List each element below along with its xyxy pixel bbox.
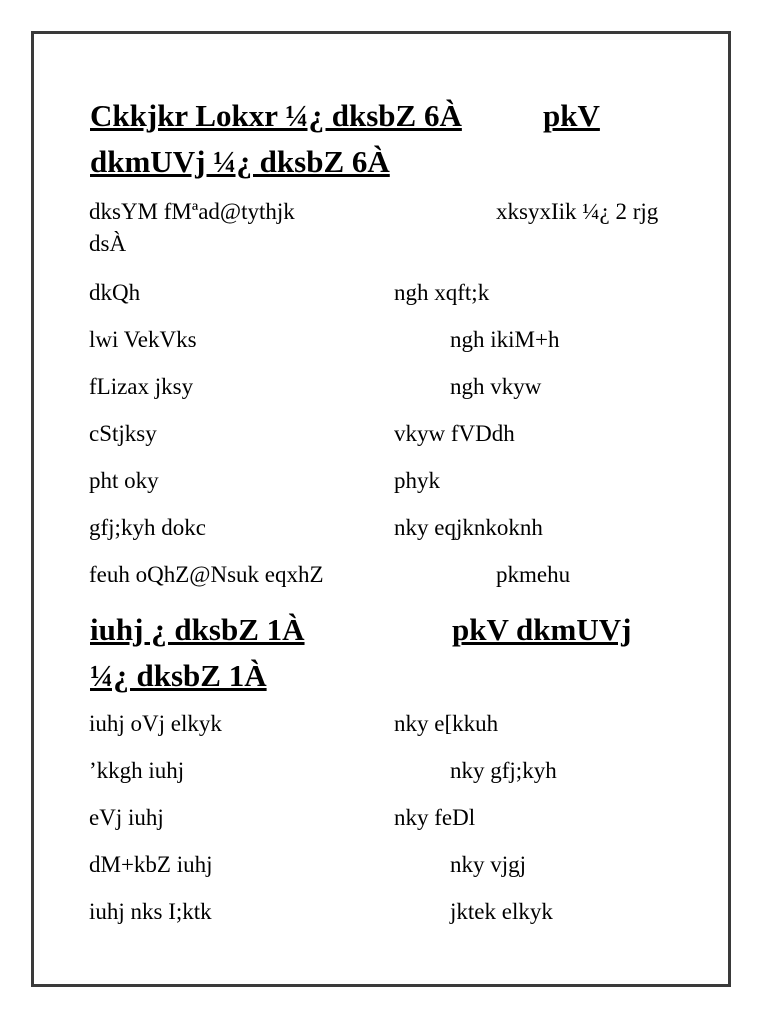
menu-item: iuhj nks I;ktk	[89, 899, 212, 924]
menu-item: nky vjgj	[450, 852, 527, 877]
menu-item: xksyxIik ¼¿ 2 rjg	[496, 199, 659, 224]
page-content	[34, 34, 728, 984]
section1-heading-left: Ckkjkr Lokxr ¼¿ dksbZ 6À	[90, 98, 462, 133]
menu-item: ’kkgh iuhj	[89, 758, 185, 783]
menu-item: ngh xqft;k	[394, 280, 490, 305]
menu-item: nky eqjknkoknh	[394, 515, 543, 540]
section2-heading-line2: ¼¿ dksbZ 1À	[90, 658, 267, 693]
menu-item: fLizax jksy	[89, 374, 194, 399]
menu-item: ngh ikiM+h	[450, 327, 560, 352]
menu-item: feuh oQhZ@Nsuk eqxhZ	[89, 562, 324, 587]
section1-heading-line2: dkmUVj ¼¿ dksbZ 6À	[90, 144, 390, 179]
menu-item: cStjksy	[89, 421, 157, 446]
menu-item: ngh vkyw	[450, 374, 542, 399]
menu-item: iuhj oVj elkyk	[89, 711, 222, 736]
section2-heading-left: iuhj ¿ dksbZ 1À	[90, 612, 305, 647]
menu-item: nky gfj;kyh	[450, 758, 557, 783]
menu-item: eVj iuhj	[89, 805, 164, 830]
document-page	[31, 31, 731, 987]
menu-item: dksYM fMªad@tythjk	[89, 199, 295, 224]
menu-item: dsÀ	[89, 231, 127, 256]
section2-heading-right: pkV dkmUVj	[452, 612, 632, 647]
menu-item: jktek elkyk	[450, 899, 553, 924]
menu-item: pht oky	[89, 468, 159, 493]
section1-heading-right: pkV	[543, 98, 600, 133]
menu-item: gfj;kyh dokc	[89, 515, 206, 540]
menu-item: dkQh	[89, 280, 141, 305]
menu-item: pkmehu	[496, 562, 571, 587]
menu-item: lwi VekVks	[89, 327, 197, 352]
menu-item: phyk	[394, 468, 440, 493]
menu-item: nky e[kkuh	[394, 711, 499, 736]
menu-item: nky feDl	[394, 805, 476, 830]
menu-item: vkyw fVDdh	[394, 421, 515, 446]
menu-item: dM+kbZ iuhj	[89, 852, 213, 877]
